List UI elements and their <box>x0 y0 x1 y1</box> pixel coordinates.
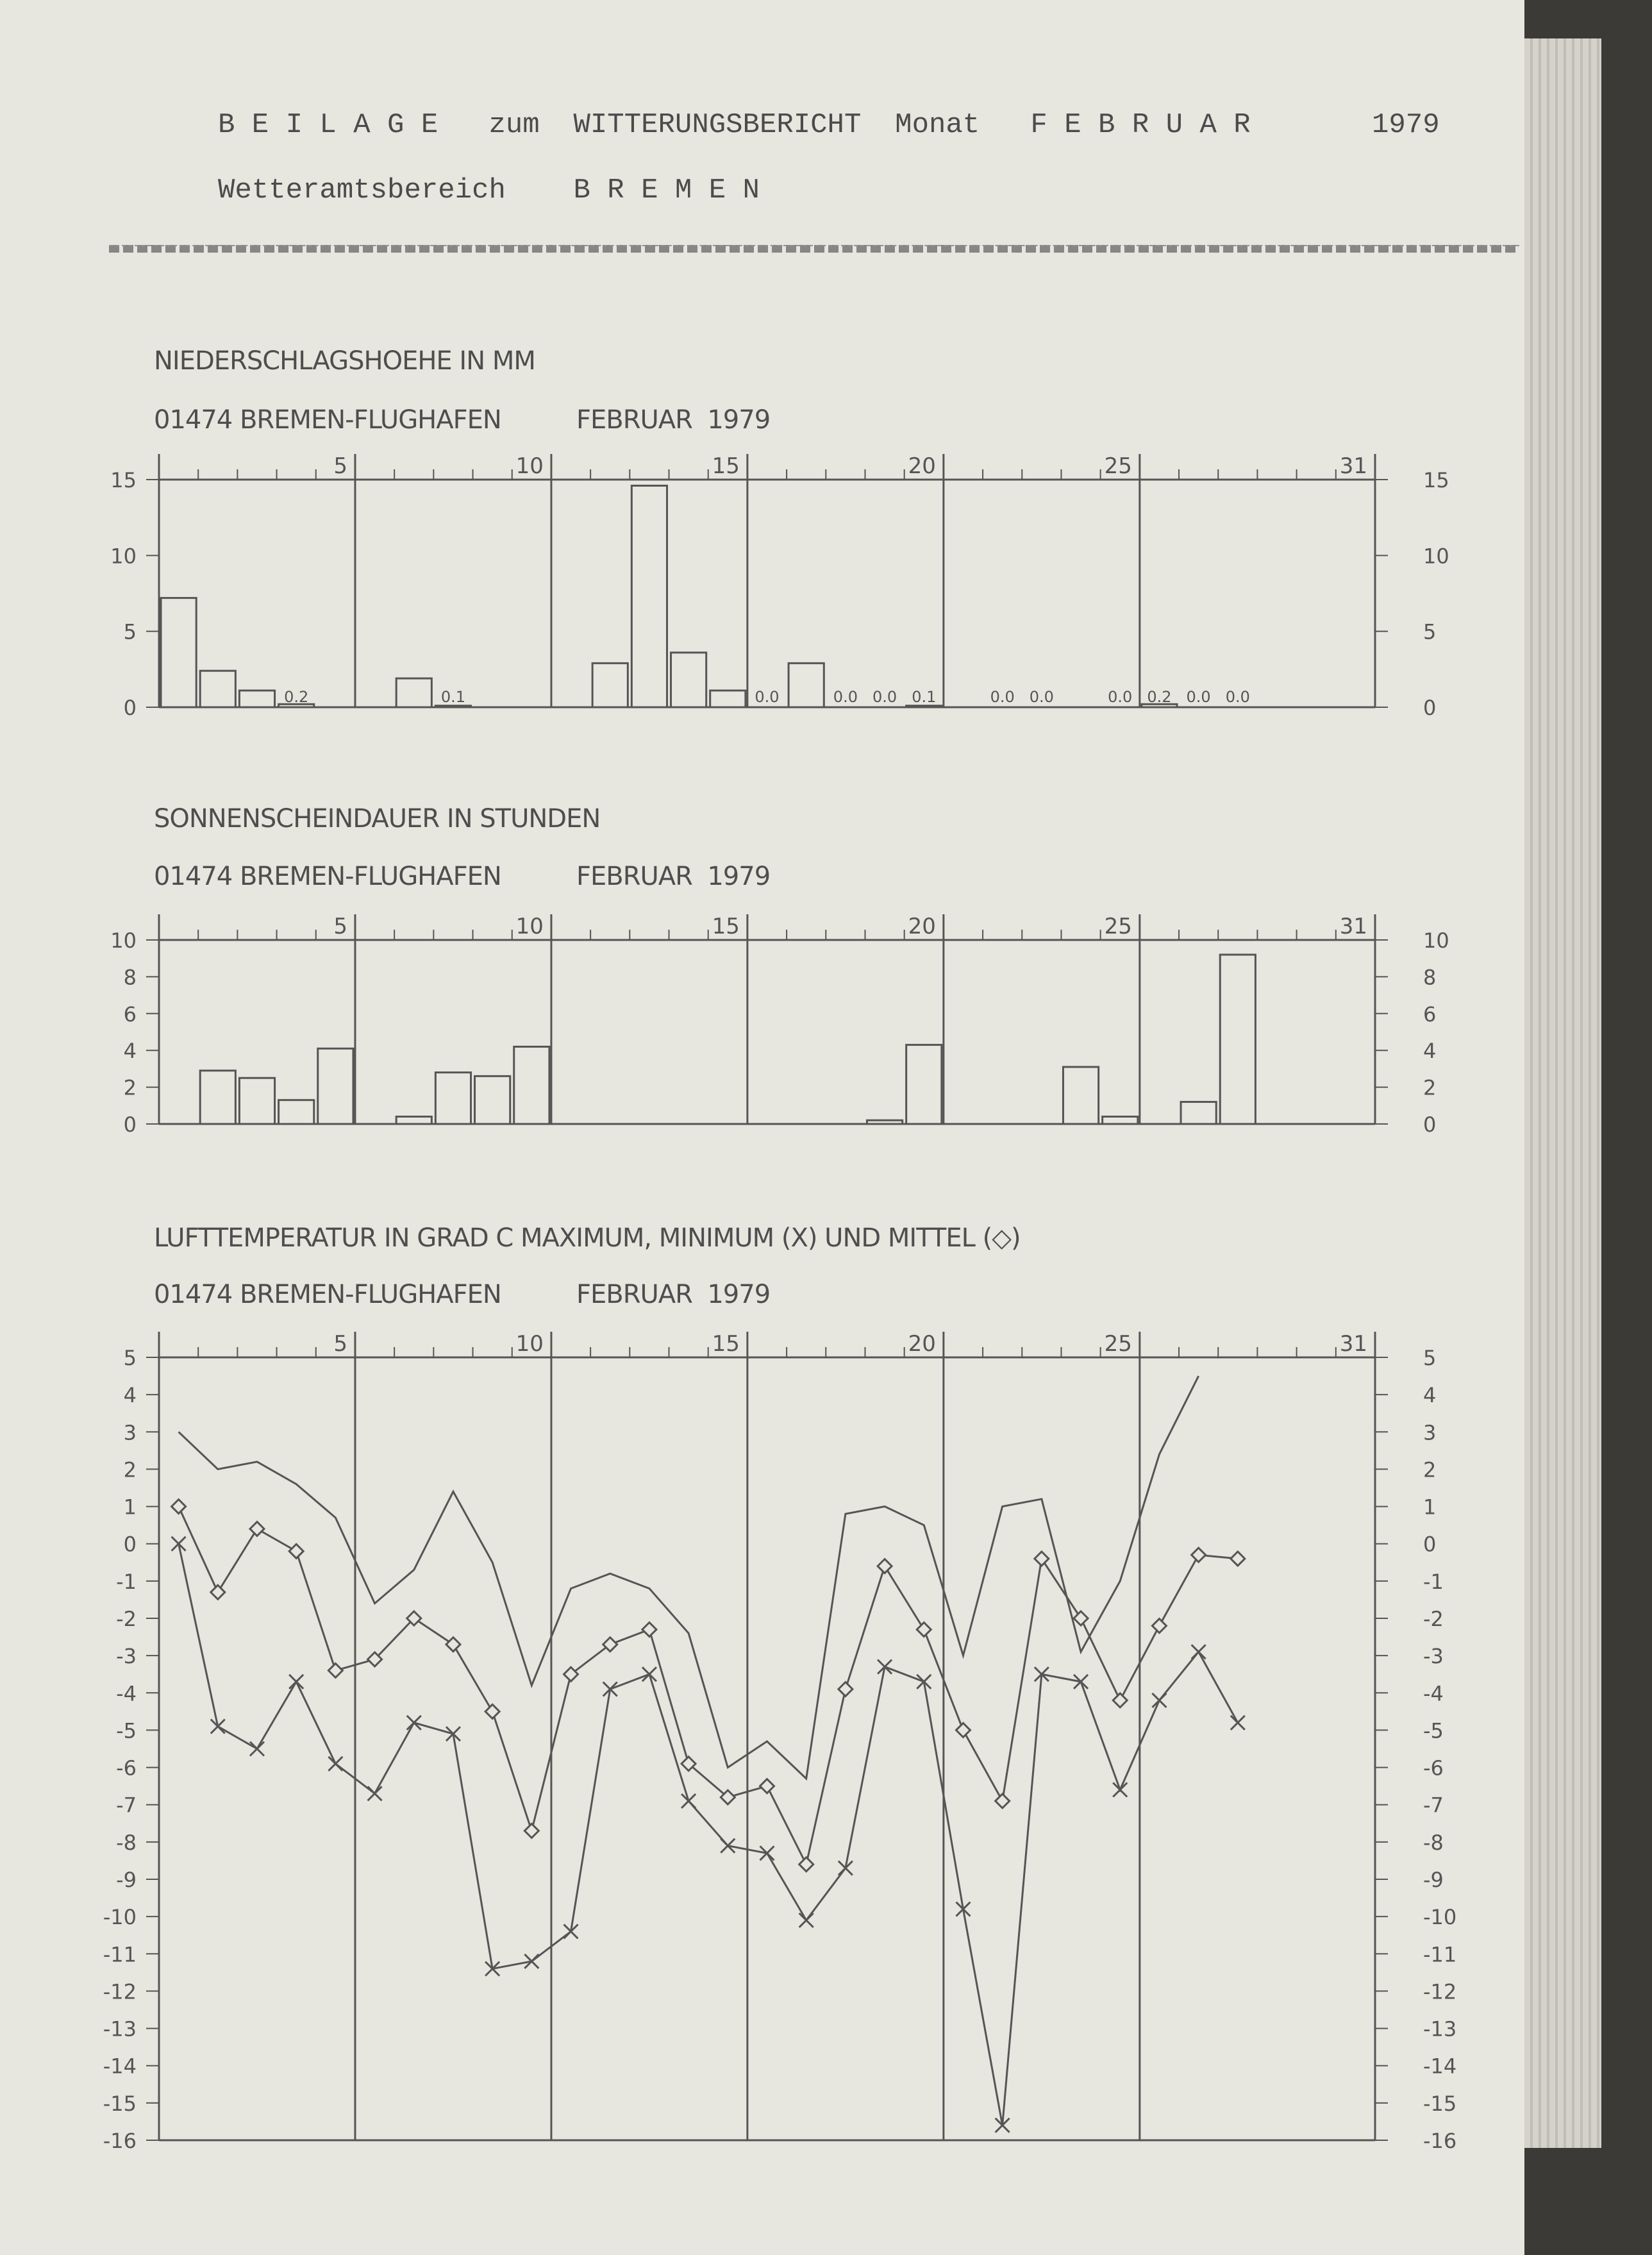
precip-y-tick-label-left: 5 <box>123 619 137 644</box>
temp-point-mittel <box>250 1521 264 1536</box>
temp-point-minimum <box>799 1913 813 1927</box>
sunshine-y-tick-label-left: 0 <box>123 1112 137 1137</box>
temp-point-mittel <box>1192 1548 1206 1562</box>
precip-data-label: 0.0 <box>833 688 858 706</box>
temp-x-tick-label: 25 <box>1104 1331 1132 1357</box>
temp-y-tick-label-right: -8 <box>1423 1830 1444 1855</box>
temp-point-mittel <box>211 1585 225 1599</box>
temp-point-minimum <box>407 1716 421 1730</box>
temp-y-tick-label-left: -11 <box>103 1942 137 1967</box>
temp-point-minimum <box>211 1720 225 1734</box>
temp-y-tick-label-right: -6 <box>1423 1756 1444 1781</box>
temp-y-tick-label-left: 3 <box>123 1420 137 1445</box>
temp-point-mittel <box>289 1544 303 1558</box>
temp-y-tick-label-left: -1 <box>116 1569 137 1594</box>
temp-y-tick-label-right: -2 <box>1423 1607 1444 1631</box>
precip-data-label: 0.0 <box>1108 688 1133 706</box>
temp-point-mittel <box>524 1823 538 1838</box>
sunshine-x-tick-label: 25 <box>1104 914 1132 939</box>
sunshine-x-tick-label: 10 <box>515 914 544 939</box>
temp-point-mittel <box>446 1638 460 1652</box>
sunshine-y-tick-label-right: 8 <box>1423 965 1437 990</box>
temp-point-minimum <box>1152 1693 1166 1707</box>
temp-point-mittel <box>760 1779 774 1793</box>
temp-y-tick-label-right: -4 <box>1423 1681 1444 1706</box>
temp-point-minimum <box>1231 1716 1245 1730</box>
sunshine-y-tick-label-left: 10 <box>110 928 137 953</box>
temp-y-tick-label-right: 5 <box>1423 1346 1437 1370</box>
precip-title: NIEDERSCHLAGSHOEHE IN MM <box>154 346 535 376</box>
sunshine-y-tick-label-right: 0 <box>1423 1112 1437 1137</box>
temp-point-mittel <box>996 1794 1010 1808</box>
sunshine-y-tick-label-right: 10 <box>1423 928 1449 953</box>
book-page-edges <box>1524 38 1601 2148</box>
temp-y-tick-label-right: -10 <box>1423 1905 1457 1930</box>
temp-point-minimum <box>1192 1645 1206 1659</box>
precip-data-label: 0.0 <box>872 688 897 706</box>
temp-x-tick-label: 20 <box>908 1331 936 1357</box>
temp-y-tick-label-right: -7 <box>1423 1793 1444 1818</box>
temp-point-minimum <box>250 1742 264 1756</box>
sunshine-y-tick-label-right: 6 <box>1423 1002 1437 1027</box>
temp-y-tick-label-right: -16 <box>1423 2129 1457 2153</box>
precip-data-label: 0.0 <box>1186 688 1211 706</box>
temp-y-tick-label-left: -15 <box>103 2091 137 2116</box>
temp-y-tick-label-right: -3 <box>1423 1644 1444 1669</box>
temp-y-tick-label-right: 4 <box>1423 1383 1437 1408</box>
precip-x-tick-label: 5 <box>333 453 347 479</box>
temp-point-mittel <box>799 1857 813 1872</box>
temp-point-minimum <box>1113 1782 1127 1797</box>
sunshine-x-tick-label: 20 <box>908 914 936 939</box>
temp-y-tick-label-right: -14 <box>1423 2054 1457 2079</box>
header-year: 1979 <box>1372 109 1440 141</box>
sunshine-y-tick-label-left: 6 <box>123 1002 137 1027</box>
temp-point-mittel <box>172 1500 186 1514</box>
temp-y-tick-label-right: -1 <box>1423 1569 1444 1594</box>
header-line1: B E I L A G E zum WITTERUNGSBERICHT Monat F E B R U A R <box>218 109 1251 141</box>
temp-point-mittel <box>328 1663 342 1677</box>
sunshine-x-tick-label: 5 <box>333 914 347 939</box>
temp-y-tick-label-right: 0 <box>1423 1532 1437 1557</box>
temp-point-mittel <box>485 1704 499 1718</box>
temp-point-mittel <box>1152 1619 1166 1633</box>
sunshine-y-tick-label-right: 2 <box>1423 1075 1437 1100</box>
precip-y-tick-label-left: 0 <box>123 696 137 720</box>
temp-y-tick-label-left: 1 <box>123 1495 137 1520</box>
temp-point-mittel <box>878 1559 892 1573</box>
precip-x-tick-label: 10 <box>515 453 544 479</box>
temp-y-tick-label-left: -16 <box>103 2129 137 2153</box>
precip-subtitle: 01474 BREMEN-FLUGHAFEN FEBRUAR 1979 <box>154 405 771 435</box>
temp-y-tick-label-right: -11 <box>1423 1942 1457 1967</box>
precip-y-tick-label-right: 0 <box>1423 696 1437 720</box>
precip-data-label: 0.0 <box>990 688 1015 706</box>
sunshine-y-tick-label-left: 8 <box>123 965 137 990</box>
sunshine-y-tick-label-right: 4 <box>1423 1039 1437 1064</box>
temp-y-tick-label-right: -13 <box>1423 2016 1457 2041</box>
temp-point-mittel <box>1113 1693 1127 1707</box>
temp-x-tick-label: 5 <box>333 1331 347 1357</box>
precip-y-tick-label-right: 5 <box>1423 619 1437 644</box>
temp-point-mittel <box>917 1622 931 1636</box>
precip-data-label: 0.2 <box>284 688 309 706</box>
precip-y-tick-label-left: 15 <box>110 468 137 492</box>
sunshine-x-tick-label: 31 <box>1339 914 1367 939</box>
temp-point-minimum <box>642 1667 656 1681</box>
temp-series-mittel <box>179 1507 1238 1865</box>
precip-data-label: 0.0 <box>755 688 780 706</box>
temp-y-tick-label-left: -2 <box>116 1607 137 1631</box>
temp-y-tick-label-left: -3 <box>116 1644 137 1669</box>
temp-y-tick-label-left: -9 <box>116 1868 137 1892</box>
precip-data-label: 0.2 <box>1147 688 1172 706</box>
temp-y-tick-label-left: -13 <box>103 2016 137 2041</box>
temp-point-mittel <box>839 1682 853 1696</box>
temp-point-minimum <box>289 1675 303 1689</box>
temp-point-mittel <box>1074 1611 1088 1625</box>
precip-data-label: 0.1 <box>440 688 466 706</box>
temp-y-tick-label-right: 1 <box>1423 1495 1437 1520</box>
sunshine-subtitle: 01474 BREMEN-FLUGHAFEN FEBRUAR 1979 <box>154 862 771 891</box>
sunshine-y-tick-label-left: 4 <box>123 1039 137 1064</box>
temp-point-mittel <box>642 1622 656 1636</box>
sunshine-title: SONNENSCHEINDAUER IN STUNDEN <box>154 804 601 834</box>
temp-y-tick-label-right: -9 <box>1423 1868 1444 1892</box>
temp-y-tick-label-right: 2 <box>1423 1457 1437 1482</box>
precip-x-tick-label: 15 <box>712 453 740 479</box>
temp-series-minimum <box>179 1544 1238 2125</box>
temp-point-minimum <box>368 1786 382 1800</box>
temp-y-tick-label-left: -10 <box>103 1905 137 1930</box>
temp-y-tick-label-right: 3 <box>1423 1420 1437 1445</box>
temp-title: LUFTTEMPERATUR IN GRAD C MAXIMUM, MINIMUM (X) UND MITTEL (◇) <box>154 1223 1021 1253</box>
temp-y-tick-label-right: -5 <box>1423 1718 1444 1743</box>
temp-point-minimum <box>172 1537 186 1551</box>
temp-y-tick-label-left: -7 <box>116 1793 137 1818</box>
temp-x-tick-label: 31 <box>1339 1331 1367 1357</box>
temp-y-tick-label-left: -14 <box>103 2054 137 2079</box>
temp-y-tick-label-right: -12 <box>1423 1979 1457 2004</box>
temp-y-tick-label-left: -4 <box>116 1681 137 1706</box>
sunshine-y-tick-label-left: 2 <box>123 1075 137 1100</box>
temp-y-tick-label-right: -15 <box>1423 2091 1457 2116</box>
precip-data-label: 0.0 <box>1225 688 1250 706</box>
temp-y-tick-label-left: -6 <box>116 1756 137 1781</box>
precip-x-tick-label: 20 <box>908 453 936 479</box>
temp-point-minimum <box>328 1757 342 1771</box>
temp-y-tick-label-left: 2 <box>123 1457 137 1482</box>
header-line2: Wetteramtsbereich B R E M E N <box>218 174 760 206</box>
precip-data-label: 0.0 <box>1029 688 1054 706</box>
temp-x-tick-label: 10 <box>515 1331 544 1357</box>
precip-x-tick-label: 31 <box>1339 453 1367 479</box>
precip-y-tick-label-right: 15 <box>1423 468 1449 492</box>
temp-y-tick-label-left: 4 <box>123 1383 137 1408</box>
sunshine-x-tick-label: 15 <box>712 914 740 939</box>
temp-point-mittel <box>1035 1552 1049 1566</box>
temp-point-mittel <box>956 1723 970 1737</box>
temp-point-minimum <box>681 1794 696 1808</box>
precip-data-label: 0.1 <box>912 688 937 706</box>
temp-subtitle: 01474 BREMEN-FLUGHAFEN FEBRUAR 1979 <box>154 1280 771 1309</box>
precip-y-tick-label-right: 10 <box>1423 544 1449 569</box>
temp-series-maximum <box>179 1376 1199 1779</box>
temp-y-tick-label-left: 0 <box>123 1532 137 1557</box>
precip-x-tick-label: 25 <box>1104 453 1132 479</box>
temp-y-tick-label-left: -8 <box>116 1830 137 1855</box>
temp-y-tick-label-left: -5 <box>116 1718 137 1743</box>
temp-y-tick-label-left: -12 <box>103 1979 137 2004</box>
temp-x-tick-label: 15 <box>712 1331 740 1357</box>
temp-point-mittel <box>1231 1552 1245 1566</box>
precip-y-tick-label-left: 10 <box>110 544 137 569</box>
temp-y-tick-label-left: 5 <box>123 1346 137 1370</box>
